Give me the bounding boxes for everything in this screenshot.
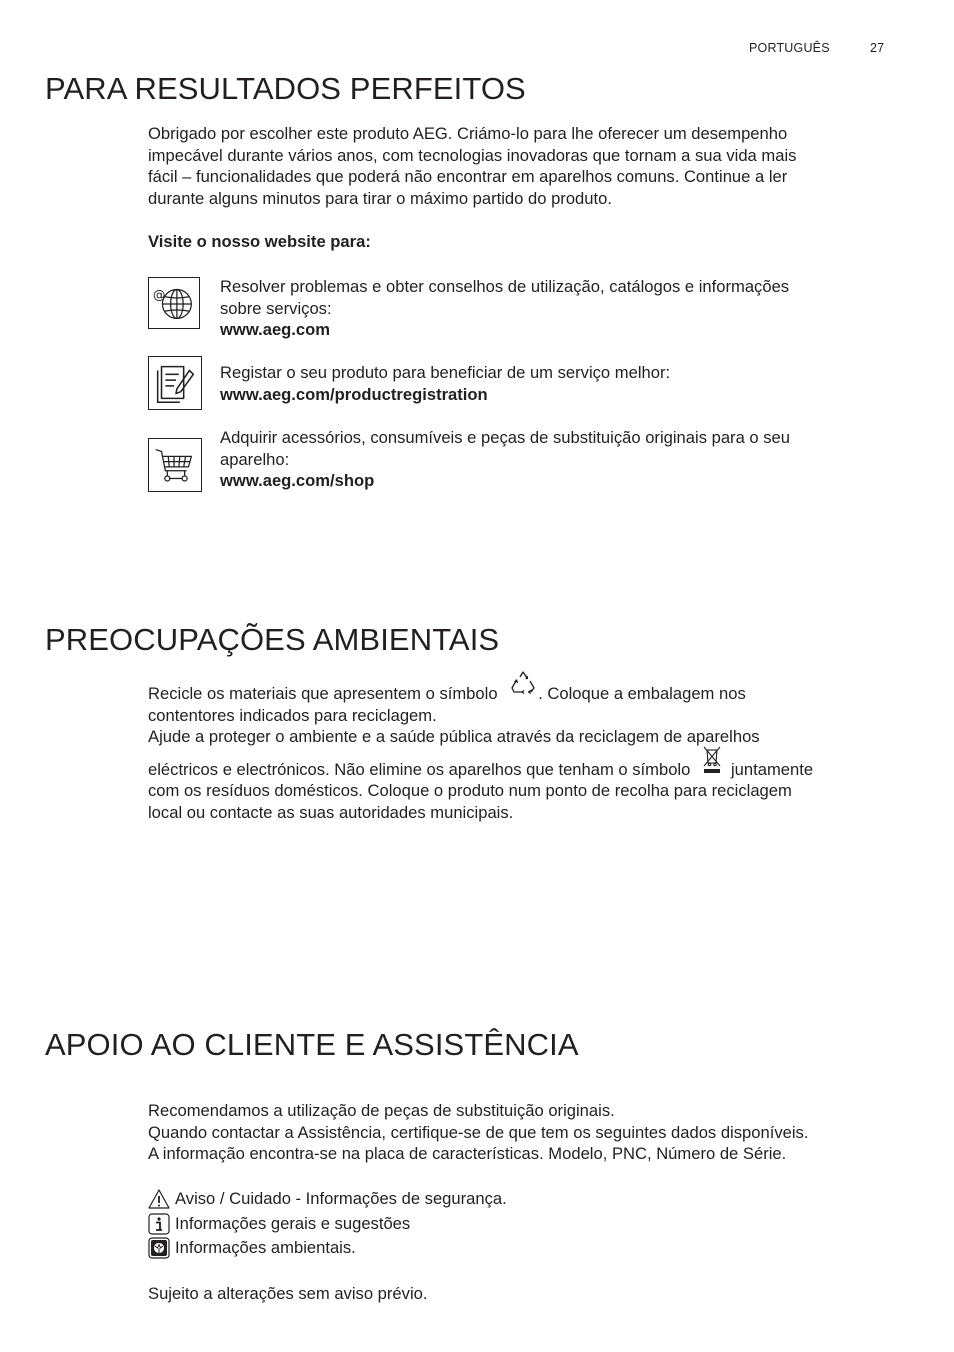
legend-text: Aviso / Cuidado - Informações de segurança.: [175, 1189, 507, 1209]
intro-line: durante alguns minutos para tirar o máximo partido do produto.: [148, 188, 612, 208]
section-title-environment: PREOCUPAÇÕES AMBIENTAIS: [45, 622, 500, 657]
environment-text: juntamente: [730, 759, 814, 779]
legend-text: Informações ambientais.: [175, 1238, 356, 1258]
registration-icon: [148, 356, 202, 410]
environment-line: contentores indicados para reciclagem.: [148, 705, 437, 725]
link-product-registration[interactable]: www.aeg.com/productregistration: [220, 384, 488, 404]
page-number: 27: [870, 41, 885, 55]
warning-icon: [148, 1188, 170, 1210]
service-item-shop: [220, 427, 900, 492]
intro-line: impecável durante vários anos, com tecnologias inovadoras que tornam a sua vida mais: [148, 145, 797, 165]
environment-line: com os resíduos domésticos. Coloque o produto num ponto de recolha para reciclagem: [148, 781, 792, 801]
symbol-legend: [148, 1187, 748, 1261]
environment-paragraph: [148, 683, 908, 824]
recycle-icon: [508, 669, 538, 699]
service-item-text: Resolver problemas e obter conselhos de utilização, catálogos e informações: [220, 277, 790, 296]
legend-text: Informações gerais e sugestões: [175, 1213, 411, 1233]
support-paragraph: [148, 1100, 928, 1165]
service-item-text: aparelho:: [220, 449, 290, 469]
service-item-text: Adquirir acessórios, consumíveis e peças de substituição originais para o seu: [220, 428, 791, 447]
visit-label: Visite o nosso website para:: [148, 232, 371, 251]
weee-bin-icon: [701, 745, 723, 775]
svg-text:@: @: [152, 287, 166, 303]
globe-icon: [148, 277, 200, 329]
intro-paragraph: [148, 123, 908, 209]
environment-text: Recicle os materiais que apresentem o símbolo: [148, 684, 498, 703]
legend-item-environment: [148, 1236, 748, 1261]
legend-item-warning: [148, 1187, 748, 1212]
environment-line: [148, 759, 908, 781]
support-line: Quando contactar a Assistência, certifique-se de que tem os seguintes dados disponíveis.: [148, 1122, 809, 1142]
info-icon: [148, 1213, 170, 1235]
service-item-text: Registar o seu produto para beneficiar de um serviço melhor:: [220, 363, 671, 382]
environment-line: local ou contacte as suas autoridades municipais.: [148, 802, 514, 822]
environment-text: . Coloque a embalagem nos: [538, 684, 746, 703]
legend-item-info: [148, 1212, 748, 1237]
environment-icon: [148, 1237, 170, 1259]
environment-text: eléctricos e electrónicos. Não elimine os aparelhos que tenham o símbolo: [148, 759, 691, 779]
environment-line: Ajude a proteger o ambiente e a saúde pública através da reciclagem de aparelhos: [148, 727, 760, 747]
header-language: PORTUGUÊS: [749, 41, 830, 55]
service-item-registration: [220, 362, 900, 405]
link-aeg-shop[interactable]: www.aeg.com/shop: [220, 471, 375, 491]
service-item-text: sobre serviços:: [220, 298, 332, 318]
intro-line: fácil – funcionalidades que poderá não encontrar em aparelhos comuns. Continue a ler: [148, 167, 788, 187]
support-line: Recomendamos a utilização de peças de substituição originais.: [148, 1101, 615, 1120]
support-line: A informação encontra-se na placa de características. Modelo, PNC, Número de Série.: [148, 1144, 787, 1164]
footer-note: Sujeito a alterações sem aviso prévio.: [148, 1284, 428, 1303]
service-item-support: [220, 276, 900, 341]
section-title-results: PARA RESULTADOS PERFEITOS: [45, 71, 526, 106]
section-title-support: APOIO AO CLIENTE E ASSISTÊNCIA: [45, 1027, 579, 1062]
link-aeg-com[interactable]: www.aeg.com: [220, 320, 331, 340]
intro-line: Obrigado por escolher este produto AEG. Criámo-lo para lhe oferecer um desempenho: [148, 124, 788, 143]
environment-line: [148, 683, 908, 705]
shopping-cart-icon: [148, 438, 202, 492]
